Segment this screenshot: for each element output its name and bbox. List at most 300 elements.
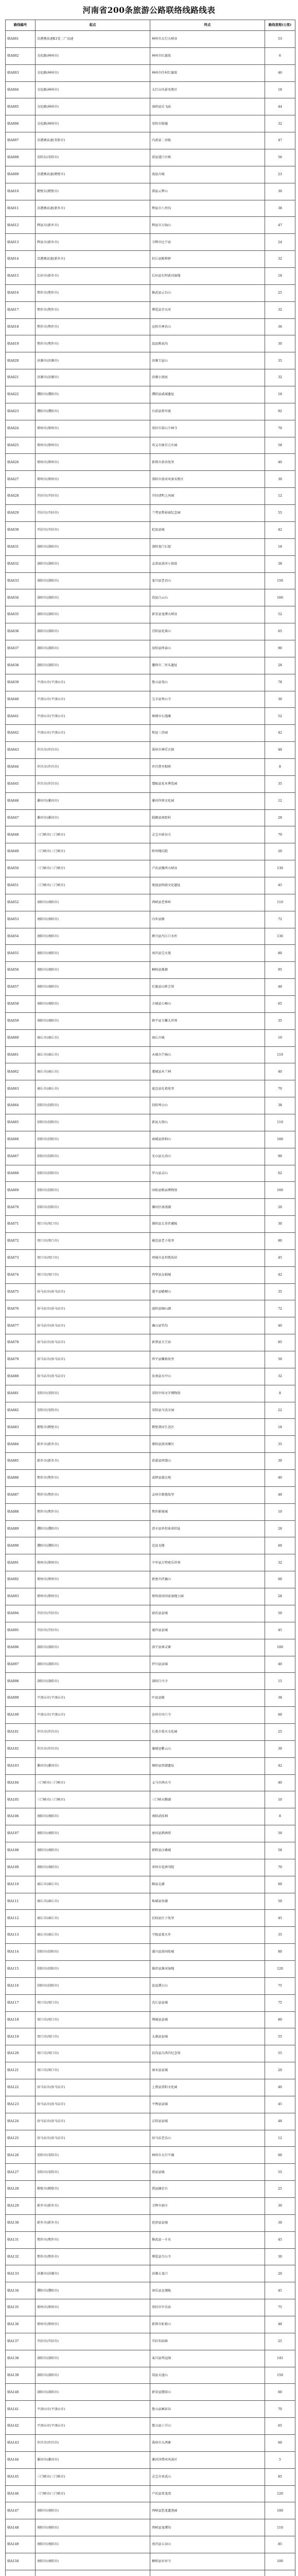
start-cell: 信阳市(信阳市): [36, 1977, 150, 1994]
length-cell: 32: [265, 251, 295, 268]
table-row: [6, 555, 295, 572]
table-row: [6, 1723, 295, 1740]
end-cell: 伊川县县城: [150, 1656, 265, 1673]
end-cell: 博爱县青天河: [150, 301, 265, 318]
length-cell: 28: [265, 1588, 295, 1605]
length-cell: 85: [265, 2536, 295, 2553]
table-row: [6, 1300, 295, 1317]
route-id-cell: 联A149: [6, 2536, 36, 2553]
length-cell: 48: [265, 742, 295, 759]
route-id-cell: 联A117: [6, 1994, 36, 2011]
route-id-cell: 联A052: [6, 894, 36, 911]
end-cell: 新郑市始祖山: [150, 2316, 265, 2333]
length-cell: 65: [265, 623, 295, 640]
end-cell: 淮阳县太昊伏羲陵: [150, 1216, 265, 1233]
length-cell: 90: [265, 1148, 295, 1165]
table-row: [6, 352, 295, 369]
table-row: [6, 1893, 295, 1910]
route-id-cell: 联A110: [6, 1876, 36, 1893]
end-cell: 鲁山县尧山: [150, 674, 265, 691]
end-cell: 孟州市韩愈故里: [150, 1486, 265, 1503]
length-cell: 95: [265, 962, 295, 979]
end-cell: 汤阴县岳飞庙: [150, 98, 265, 115]
table-row: [6, 166, 295, 183]
table-row: [6, 1622, 295, 1639]
end-cell: 辉县市八里沟: [150, 200, 265, 217]
route-id-cell: 联A131: [6, 2231, 36, 2248]
end-cell: 太康县县城: [150, 2028, 265, 2045]
length-cell: 70: [265, 1859, 295, 1876]
route-id-cell: 联A044: [6, 758, 36, 775]
end-cell: 中牟县方特欢乐世界: [150, 1554, 265, 1571]
start-cell: 三门峡市(三门峡市): [36, 877, 150, 894]
table-row: [6, 2079, 295, 2096]
end-cell: 扶沟县吉鸿昌纪念馆: [150, 2045, 265, 2062]
table-row: [6, 1503, 295, 1520]
end-cell: 信阳鸡公山: [150, 1097, 265, 1114]
length-cell: 38: [265, 1690, 295, 1707]
end-cell: 郸城县县城: [150, 2011, 265, 2028]
end-cell: 灵宝市函谷关: [150, 826, 265, 843]
table-row: [6, 132, 295, 149]
table-row: [6, 1165, 295, 1182]
table-row: [6, 2113, 295, 2130]
table-row: [6, 945, 295, 962]
end-cell: 尉氏县县城: [150, 1605, 265, 1622]
end-cell: 延津县县城: [150, 2214, 265, 2231]
end-cell: 息县濮公山: [150, 1977, 265, 1994]
table-row: [6, 1233, 295, 1250]
table-row: [6, 1419, 295, 1436]
table-row: [6, 1385, 295, 1402]
table-row: [6, 1656, 295, 1673]
end-cell: 开封朱仙镇: [150, 2333, 265, 2350]
table-row: [6, 1774, 295, 1791]
route-id-cell: 联A003: [6, 64, 36, 81]
route-id-cell: 联A002: [6, 47, 36, 64]
start-cell: 漯河市(漯河市): [36, 809, 150, 826]
start-cell: 济源市(济源市): [36, 2265, 150, 2282]
table-row: [6, 606, 295, 623]
start-cell: 周口市(周口市): [36, 1233, 150, 1250]
route-id-cell: 联A097: [6, 1656, 36, 1673]
length-cell: 32: [265, 301, 295, 318]
route-id-cell: 联A085: [6, 1453, 36, 1470]
length-cell: 25: [265, 284, 295, 301]
table-row: [6, 2570, 295, 2576]
length-cell: 60: [265, 2384, 295, 2401]
route-id-cell: 联A009: [6, 166, 36, 183]
table-row: [6, 657, 295, 674]
length-cell: 75: [265, 1994, 295, 2011]
start-cell: 文化路(林州市): [36, 64, 150, 81]
table-row: [6, 2198, 295, 2215]
end-cell: 登封市中岳庙: [150, 2299, 265, 2316]
table-row: [6, 488, 295, 505]
table-row: [6, 1317, 295, 1334]
route-id-cell: 联A089: [6, 1520, 36, 1537]
end-cell: 武陟县嘉应观: [150, 1470, 265, 1487]
start-cell: 文化路(林州市): [36, 98, 150, 115]
end-cell: 宁陵县葛天乡: [150, 1927, 265, 1944]
table-row: [6, 64, 295, 81]
route-id-cell: 联A076: [6, 1300, 36, 1317]
end-cell: 原阳县黄河滩区: [150, 1436, 265, 1453]
length-cell: 30: [265, 1453, 295, 1470]
table-row: [6, 1012, 295, 1029]
table-row: [6, 98, 295, 115]
end-cell: 林州市太行平湖: [150, 2147, 265, 2164]
route-id-cell: 联A017: [6, 301, 36, 318]
table-row: [6, 217, 295, 234]
end-cell: 淅川县丹江口水库: [150, 928, 265, 945]
start-cell: 京港澳高速(安阳市): [36, 132, 150, 149]
start-cell: 三门峡市(三门峡市): [36, 826, 150, 843]
route-id-cell: 联A136: [6, 2316, 36, 2333]
start-cell: 开封市(开封市): [36, 2333, 150, 2350]
length-cell: 38: [265, 555, 295, 572]
route-id-cell: 联A026: [6, 454, 36, 471]
route-id-cell: 联A099: [6, 1690, 36, 1707]
start-cell: 辉县市(新乡市): [36, 234, 150, 251]
end-cell: 杞县县城: [150, 521, 265, 538]
start-cell: 济源市(济源市): [36, 352, 150, 369]
route-id-cell: 联A122: [6, 2079, 36, 2096]
length-cell: 85: [265, 1334, 295, 1351]
route-id-cell: 联A048: [6, 826, 36, 843]
table-row: [6, 1351, 295, 1368]
table-row: [6, 1029, 295, 1046]
route-id-cell: 联A093: [6, 1588, 36, 1605]
length-cell: 50: [265, 1893, 295, 1910]
start-cell: 驻马店市(驻马店市): [36, 1351, 150, 1368]
end-cell: 灵宝市亚武山: [150, 2468, 265, 2485]
route-id-cell: 联A139: [6, 2367, 36, 2384]
length-cell: 8: [265, 1808, 295, 1825]
start-cell: 南阳市(南阳市): [36, 2502, 150, 2519]
table-row: [6, 792, 295, 809]
table-row: [6, 1470, 295, 1487]
start-cell: 南阳市(南阳市): [36, 1842, 150, 1859]
table-row: [6, 2248, 295, 2265]
start-cell: 信阳市(信阳市): [36, 1960, 150, 1977]
end-cell: 新密市伏羲山: [150, 1571, 265, 1588]
start-cell: 信阳市(信阳市): [36, 1182, 150, 1199]
route-id-cell: 联A036: [6, 623, 36, 640]
start-cell: 周口市(周口市): [36, 1249, 150, 1266]
end-cell: 舞阳县贾湖遗址: [150, 1757, 265, 1774]
route-id-cell: 联A047: [6, 809, 36, 826]
route-id-cell: 联A069: [6, 1182, 36, 1199]
route-id-cell: 联A035: [6, 606, 36, 623]
start-cell: 信阳市(信阳市): [36, 1944, 150, 1961]
start-cell: 平顶山市(平顶山市): [36, 725, 150, 742]
route-id-cell: 联A107: [6, 1825, 36, 1842]
length-cell: 48: [265, 979, 295, 996]
length-cell: 20: [265, 843, 295, 860]
end-cell: 淇县摘星台: [150, 2181, 265, 2198]
length-cell: 45: [265, 2282, 295, 2299]
start-cell: 平顶山市(平顶山市): [36, 708, 150, 725]
route-id-cell: 联A031: [6, 538, 36, 555]
start-cell: 许昌市(许昌市): [36, 758, 150, 775]
route-id-cell: 联A078: [6, 1334, 36, 1351]
start-cell: 开封市(开封市): [36, 488, 150, 505]
route-id-cell: 联A146: [6, 2485, 36, 2502]
route-id-cell: 联A022: [6, 386, 36, 403]
end-cell: 博爱县月山寺: [150, 2248, 265, 2265]
end-cell: 遂平县嵖岈山: [150, 1283, 265, 1300]
start-cell: 京港澳高速(新乡市): [36, 251, 150, 268]
table-row: [6, 335, 295, 352]
table-row: [6, 1910, 295, 1927]
table-row: [6, 2282, 295, 2299]
route-id-cell: 联A019: [6, 335, 36, 352]
end-cell: 许昌曹丞相府: [150, 758, 265, 775]
route-id-cell: 联A012: [6, 217, 36, 234]
start-cell: 辉县市(新乡市): [36, 217, 150, 234]
end-cell: 邓州市花洲书院: [150, 1859, 265, 1876]
end-cell: 夏邑县孔祖故里: [150, 1080, 265, 1097]
start-cell: 驻马店市(驻马店市): [36, 1334, 150, 1351]
route-id-cell: 联A056: [6, 962, 36, 979]
start-cell: 洛阳市(洛阳市): [36, 589, 150, 606]
end-cell: 洛阳白马寺: [150, 1673, 265, 1690]
route-id-cell: 联A123: [6, 2096, 36, 2113]
length-cell: 160: [265, 1131, 295, 1148]
start-cell: 信阳市(信阳市): [36, 1097, 150, 1114]
start-cell: 长垣市(新乡市): [36, 268, 150, 285]
start-cell: 许昌市(许昌市): [36, 1723, 150, 1740]
end-cell: 固始县根亲博物馆: [150, 1182, 265, 1199]
end-cell: 宜阳县花果山: [150, 623, 265, 640]
header-start: 起点: [36, 20, 150, 31]
start-cell: 漯河市(漯河市): [36, 2451, 150, 2468]
start-cell: 许昌市(许昌市): [36, 1740, 150, 1757]
table-row: [6, 2028, 295, 2045]
length-cell: 20: [265, 1199, 295, 1216]
route-id-cell: 联A045: [6, 775, 36, 792]
table-row: [6, 843, 295, 860]
length-cell: 18: [265, 268, 295, 285]
end-cell: [150, 2570, 265, 2576]
start-cell: 漯河市(漯河市): [36, 1757, 150, 1774]
route-id-cell: 联A020: [6, 352, 36, 369]
end-cell: 鹿邑县老子故里: [150, 1233, 265, 1250]
start-cell: 周口市(周口市): [36, 1216, 150, 1233]
length-cell: 56: [265, 149, 295, 166]
table-row: [6, 1876, 295, 1893]
start-cell: 新乡市(新乡市): [36, 2198, 150, 2215]
table-row: [6, 1249, 295, 1266]
end-cell: 济源五龙口: [150, 2265, 265, 2282]
start-cell: 信阳市(信阳市): [36, 1165, 150, 1182]
route-id-cell: 联A126: [6, 2147, 36, 2164]
end-cell: 济源王屋山: [150, 352, 265, 369]
route-id-cell: 联A090: [6, 1537, 36, 1554]
route-id-cell: 联A098: [6, 1673, 36, 1690]
start-cell: 焦作市(焦作市): [36, 1486, 150, 1503]
table-row: [6, 2333, 295, 2350]
table-row: [6, 1825, 295, 1842]
route-id-cell: 联A051: [6, 877, 36, 894]
length-cell: 32: [265, 1554, 295, 1571]
length-cell: 28: [265, 809, 295, 826]
end-cell: 济源小浪底: [150, 369, 265, 386]
end-cell: 漯河许慎文化园: [150, 792, 265, 809]
end-cell: 淮滨县淮河湿地: [150, 1960, 265, 1977]
table-row: [6, 1486, 295, 1503]
length-cell: 110: [265, 1114, 295, 1131]
end-cell: 西峡县老界岭: [150, 894, 265, 911]
start-cell: 南阳市(南阳市): [36, 979, 150, 996]
route-id-cell: 联A112: [6, 1910, 36, 1927]
route-id-cell: 联A128: [6, 2181, 36, 2198]
length-cell: 47: [265, 217, 295, 234]
length-cell: 8: [265, 1385, 295, 1402]
start-cell: 平顶山市(平顶山市): [36, 1690, 150, 1707]
length-cell: 30: [265, 1216, 295, 1233]
start-cell: 焦作市(焦作市): [36, 318, 150, 335]
length-cell: 90: [265, 640, 295, 657]
table-row: [6, 1791, 295, 1808]
end-cell: 郏县三苏园: [150, 725, 265, 742]
table-row: [6, 301, 295, 318]
table-row: [6, 1842, 295, 1859]
start-cell: 周口市(周口市): [36, 1266, 150, 1283]
route-id-cell: 联A023: [6, 403, 36, 420]
route-id-cell: 联A077: [6, 1317, 36, 1334]
start-cell: 京港澳高速K1处二广高速: [36, 31, 150, 48]
end-cell: 南召县宝天曼: [150, 945, 265, 962]
start-cell: 文化路(林州市): [36, 47, 150, 64]
route-id-cell: 联A008: [6, 149, 36, 166]
start-cell: 平顶山市(平顶山市): [36, 2401, 150, 2418]
route-id-cell: 联A104: [6, 1774, 36, 1791]
start-cell: 焦作市(焦作市): [36, 2248, 150, 2265]
start-cell: 南阳市(南阳市): [36, 962, 150, 979]
table-row: [6, 149, 295, 166]
length-cell: 18: [265, 1419, 295, 1436]
end-cell: 泌阳县铜山湖: [150, 1300, 265, 1317]
table-row: [6, 1673, 295, 1690]
route-id-cell: 联A064: [6, 1097, 36, 1114]
table-row: [6, 1063, 295, 1080]
length-cell: 58: [265, 1842, 295, 1859]
end-cell: 太行山风景名胜区: [150, 81, 265, 98]
end-cell: 兰考县焦裕禄纪念园: [150, 505, 265, 522]
route-id-cell: 联A073: [6, 1249, 36, 1266]
length-cell: 25: [265, 2333, 295, 2350]
start-cell: 三门峡市(三门峡市): [36, 2485, 150, 2502]
length-cell: 35: [265, 1012, 295, 1029]
end-cell: 林州市红旗渠: [150, 47, 265, 64]
length-cell: 55: [265, 505, 295, 522]
header-length: 路线里程(公里): [265, 20, 295, 31]
table-row: [6, 1080, 295, 1097]
table-row: [6, 2231, 295, 2248]
length-cell: 45: [265, 1910, 295, 1927]
length-cell: 120: [265, 2485, 295, 2502]
route-id-cell: 联A028: [6, 488, 36, 505]
route-id-cell: 联A133: [6, 2265, 36, 2282]
length-cell: 78: [265, 674, 295, 691]
start-cell: 新乡市(新乡市): [36, 1436, 150, 1453]
end-cell: 西平县嫘祖故里: [150, 1351, 265, 1368]
end-cell: 浉河区南湾湖: [150, 1199, 265, 1216]
start-cell: 焦作市(焦作市): [36, 1470, 150, 1487]
table-row: [6, 2401, 295, 2418]
length-cell: 75: [265, 1977, 295, 1994]
length-cell: 42: [265, 521, 295, 538]
start-cell: 郑州市(郑州市): [36, 1554, 150, 1571]
end-cell: 鲁山县画眉谷: [150, 2401, 265, 2418]
route-id-cell: 联A058: [6, 995, 36, 1012]
route-id-cell: 联A135: [6, 2299, 36, 2316]
route-id-cell: 联A030: [6, 521, 36, 538]
end-cell: 栾川县老君山: [150, 572, 265, 589]
route-id-cell: 联A041: [6, 708, 36, 725]
table-row: [6, 1707, 295, 1724]
end-cell: 沁阳市神农山: [150, 318, 265, 335]
length-cell: 28: [265, 1520, 295, 1537]
length-cell: 15: [265, 1673, 295, 1690]
table-row: [6, 928, 295, 945]
table-row: [6, 725, 295, 742]
length-cell: 45: [265, 877, 295, 894]
end-cell: 罗山县灵山: [150, 1165, 265, 1182]
end-cell: 上蔡县重阳文化园: [150, 2079, 265, 2096]
start-cell: 文化路(林州市): [36, 81, 150, 98]
table-header-row: [6, 20, 295, 31]
length-cell: 65: [265, 2418, 295, 2435]
route-id-cell: 联A137: [6, 2333, 36, 2350]
length-cell: 100: [265, 2502, 295, 2519]
start-cell: 驻马店市(驻马店市): [36, 2079, 150, 2096]
length-cell: 52: [265, 606, 295, 623]
table-row: [6, 826, 295, 843]
table-row: [6, 1690, 295, 1707]
end-cell: 卫辉市唐庄: [150, 2198, 265, 2215]
route-id-cell: 联A070: [6, 1199, 36, 1216]
route-id-cell: 联A032: [6, 555, 36, 572]
start-cell: 商丘市(商丘市): [36, 1893, 150, 1910]
start-cell: 鹤壁市(鹤壁市): [36, 2181, 150, 2198]
route-id-cell: 联A127: [6, 2164, 36, 2181]
route-id-cell: 联A066: [6, 1131, 36, 1148]
start-cell: 鹤壁东(鹤壁市): [36, 183, 150, 200]
start-cell: 开封市(开封市): [36, 1622, 150, 1639]
start-cell: 驻马店市(驻马店市): [36, 2113, 150, 2130]
length-cell: 5: [265, 2451, 295, 2468]
end-cell: 卢氏县豫西大峡谷: [150, 860, 265, 877]
end-cell: 卢氏县双龙湾: [150, 2485, 265, 2502]
length-cell: 18: [265, 538, 295, 555]
end-cell: 南召县五朵山: [150, 2536, 265, 2553]
start-cell: 许昌市(许昌市): [36, 775, 150, 792]
table-row: [6, 2181, 295, 2198]
end-cell: 长葛市葛天文化园: [150, 1723, 265, 1740]
start-cell: 周口市(周口市): [36, 2028, 150, 2045]
table-row: [6, 758, 295, 775]
length-cell: 72: [265, 1300, 295, 1317]
length-cell: 60: [265, 2147, 295, 2164]
length-cell: 50: [265, 1825, 295, 1842]
route-id-cell: 联A141: [6, 2401, 36, 2418]
route-id-cell: 联A025: [6, 437, 36, 454]
route-id-cell: 联A087: [6, 1486, 36, 1503]
start-cell: 安阳市(安阳市): [36, 2147, 150, 2164]
